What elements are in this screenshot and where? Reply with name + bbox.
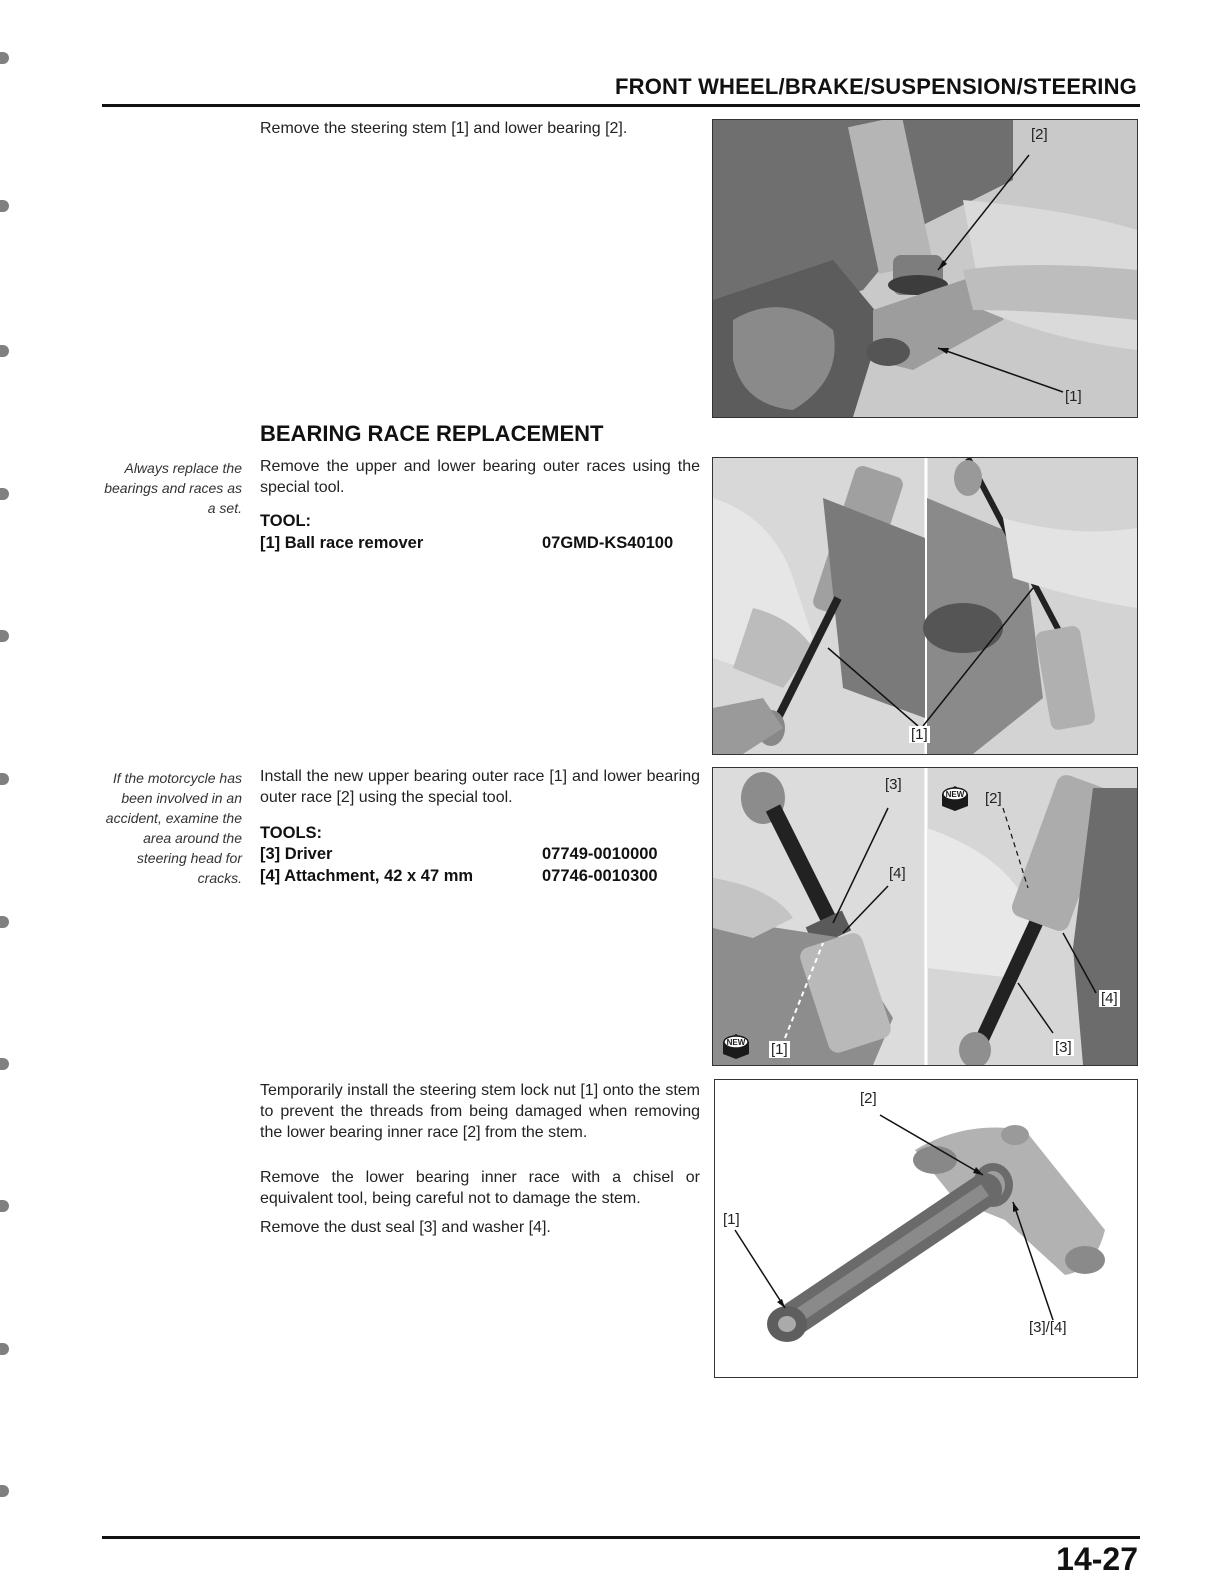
new-badge-text: NEW — [945, 790, 965, 799]
figure-steering-stem-removal — [712, 119, 1138, 418]
callout-driver-3: [3] — [885, 776, 902, 793]
callout-upper-race-1: [1] — [771, 1041, 788, 1058]
binding-hole — [0, 1485, 9, 1497]
footer-rule — [102, 1536, 1140, 1539]
step-install-races-text: Install the new upper bearing outer race [1] and lower bearing outer race [2] using the special tool. — [260, 768, 700, 806]
binding-hole — [0, 1058, 9, 1070]
tool-name: [1] Ball race remover — [260, 534, 424, 552]
callout-stem-1: [1] — [1065, 388, 1082, 405]
binding-hole — [0, 630, 9, 642]
step-remove-stem-text: Remove the steering stem [1] and lower bearing [2]. — [260, 120, 628, 137]
tool-label: TOOL: — [260, 512, 312, 530]
callout-attachment-4: [4] — [1101, 990, 1118, 1007]
stem-and-lock-nut-photo — [715, 1080, 1137, 1377]
race-remover-photo — [713, 458, 1137, 754]
tools-label: TOOLS: — [260, 824, 323, 842]
callout-inner-race-2: [2] — [860, 1090, 877, 1107]
tool-part-number: 07749-0010000 — [542, 845, 658, 863]
section-header-title: FRONT WHEEL/BRAKE/SUSPENSION/STEERING — [615, 74, 1137, 99]
callout-driver-3: [3] — [1055, 1039, 1072, 1056]
driver-attachment-photo — [713, 768, 1137, 1065]
new-part-icon — [719, 1030, 753, 1060]
tool-name: [4] Attachment, 42 x 47 mm — [260, 867, 474, 885]
tool-row — [260, 867, 690, 886]
figure-race-installation — [712, 767, 1138, 1066]
figure-ball-race-removal — [712, 457, 1138, 755]
binding-hole — [0, 773, 9, 785]
step-lock-nut-text: Temporarily install the steering stem lock nut [1] onto the stem to prevent the threads from being damaged when removing the lower bearing inner race [2] from the stem. — [260, 1082, 700, 1141]
binding-hole — [0, 200, 9, 212]
side-note-replace-set: Always replace the bearings and races as a set. — [104, 460, 242, 516]
tool-row — [260, 534, 690, 553]
callout-race-remover-1: [1] — [911, 726, 928, 743]
callout-lock-nut-1: [1] — [723, 1211, 740, 1228]
binding-hole — [0, 52, 9, 64]
side-note-accident-check: If the motorcycle has been involved in an accident, examine the area around the steering head for cracks. — [105, 770, 242, 886]
callout-seal-washer-3-4: [3]/[4] — [1029, 1319, 1067, 1336]
callout-attachment-4: [4] — [889, 865, 906, 882]
binding-hole — [0, 1343, 9, 1355]
steering-stem-photo — [713, 120, 1137, 417]
tool-row — [260, 845, 690, 864]
page-number: 14-27 — [1056, 1541, 1138, 1577]
binding-hole — [0, 1200, 9, 1212]
tool-part-number: 07GMD-KS40100 — [542, 534, 674, 552]
new-part-icon — [938, 782, 972, 812]
binding-hole — [0, 916, 9, 928]
tool-name: [3] Driver — [260, 845, 333, 863]
figure-lower-inner-race-removal — [714, 1079, 1138, 1378]
callout-lower-race-2: [2] — [985, 790, 1002, 807]
new-badge-text: NEW — [726, 1038, 746, 1047]
step-remove-races-text: Remove the upper and lower bearing outer races using the special tool. — [260, 458, 700, 496]
binding-hole — [0, 488, 9, 500]
tool-part-number: 07746-0010300 — [542, 867, 658, 885]
header-rule — [102, 104, 1140, 107]
step-dust-seal-text: Remove the dust seal [3] and washer [4]. — [260, 1219, 551, 1236]
callout-bearing-2: [2] — [1031, 126, 1048, 143]
binding-hole — [0, 345, 9, 357]
step-chisel-text: Remove the lower bearing inner race with a chisel or equivalent tool, being careful not to damage the stem. — [260, 1169, 700, 1207]
section-heading: BEARING RACE REPLACEMENT — [260, 421, 604, 446]
